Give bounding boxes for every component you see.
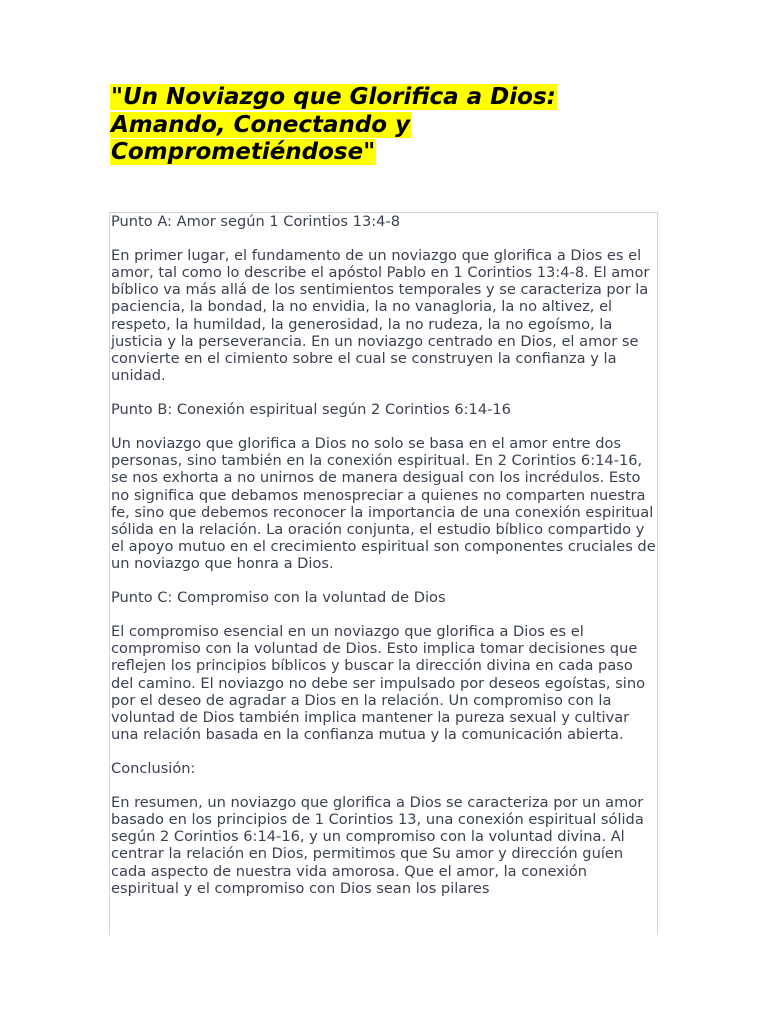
document-body (110, 213, 657, 897)
heading-punto-b: Punto B: Conexión espiritual según 2 Corintios 6:14-16 (111, 401, 511, 419)
paragraph-punto-c: El compromiso esencial en un noviazgo que glorifica a Dios es el compromiso con la voluntad de Dios. Esto implica tomar decisiones que reflejen los principios bíblicos y buscar la dirección divina en cada paso del camino. El noviazgo no debe ser impulsado por deseos egoístas, sino por el deseo de agradar a Dios en la relación. Un compromiso con la voluntad de Dios también implica mantener la pureza sexual y cultivar una relación basada en la confianza mutua y la comunicación abierta. (111, 623, 646, 743)
document-body-box (109, 212, 658, 935)
title-quote-open: " (111, 84, 123, 110)
paragraph-punto-b: Un noviazgo que glorifica a Dios no solo se basa en el amor entre dos personas, sino también en la conexión espiritual. En 2 Corintios 6:14-16, se nos exhorta a no unirnos de manera desigual con los incrédulos. Esto no significa que debamos menospreciar a quienes no comparten nuestra fe, sino que debemos reconocer la importancia de una conexión espiritual sólida en la relación. La oración conjunta, el estudio bíblico compartido y el apoyo mutuo en el crecimiento espiritual son componentes cruciales de un noviazgo que honra a Dios. (111, 435, 656, 572)
paragraph-punto-a: En primer lugar, el fundamento de un noviazgo que glorifica a Dios es el amor, tal como lo describe el apóstol Pablo en 1 Corintios 13:4-8. El amor bíblico va más allá de los sentimientos temporales y se caracteriza por la paciencia, la bondad, la no envidia, la no vanagloria, la no altivez, el respeto, la humildad, la generosidad, la no rudeza, la no egoísmo, la justicia y la perseverancia. En un noviazgo centrado en Dios, el amor se convierte en el cimiento sobre el cual se construyen la confianza y la unidad. (111, 247, 650, 384)
heading-conclusion: Conclusión: (111, 760, 196, 777)
document-title (110, 84, 590, 167)
paragraph-conclusion: En resumen, un noviazgo que glorifica a Dios se caracteriza por un amor basado en los principios de 1 Corintios 13, una conexión espiritual sólida según 2 Corintios 6:14-16, y un compromiso con la voluntad divina. Al centrar la relación en Dios, permitimos que Su amor y dirección guíen cada aspecto de nuestra vida amorosa. Que el amor, la conexión espiritual y el compromiso con Dios sean los pilares (111, 794, 644, 897)
title-quote-close: " (363, 139, 376, 165)
title-text: Un Noviazgo que Glorifica a Dios: Amando, Conectando y Comprometiéndose (111, 84, 556, 165)
heading-punto-a: Punto A: Amor según 1 Corintios 13:4-8 (111, 213, 400, 230)
title-highlight (110, 84, 557, 165)
heading-punto-c: Punto C: Compromiso con la voluntad de Dios (111, 589, 446, 607)
